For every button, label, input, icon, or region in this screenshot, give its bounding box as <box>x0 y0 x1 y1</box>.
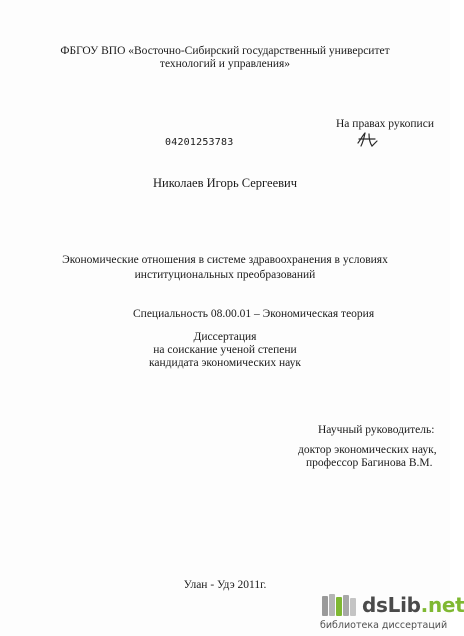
supervisor-label: Научный руководитель: <box>318 424 435 436</box>
institution-line-1: ФБГОУ ВПО «Восточно-Сибирский государственный университет <box>60 45 390 57</box>
degree-line-1: Диссертация <box>193 331 257 343</box>
degree-line-3: кандидата экономических наук <box>149 357 301 369</box>
registration-number: 04201253783 <box>165 137 234 148</box>
specialty: Специальность 08.00.01 – Экономическая теория <box>133 308 375 320</box>
supervisor-degree: доктор экономических наук, <box>298 444 437 456</box>
book-stack-icon <box>318 592 360 620</box>
rights-note: На правах рукописи <box>336 118 434 130</box>
handwritten-signature <box>355 130 379 150</box>
institution-line-2: технологий и управления» <box>159 58 291 70</box>
watermark-brand <box>362 592 464 618</box>
author-name: Николаев Игорь Сергеевич <box>153 176 297 190</box>
degree-line-2: на соискание ученой степени <box>153 344 297 356</box>
dissertation-title-line-2: институциональных преобразований <box>134 269 316 281</box>
watermark-brand-accent: .net <box>420 593 464 617</box>
watermark-subtitle: библиотека диссертаций <box>320 620 448 631</box>
watermark-brand-main: dsLib <box>362 593 421 617</box>
city-year: Улан - Удэ 2011г. <box>183 579 267 591</box>
dissertation-title-line-1: Экономические отношения в системе здравоохранения в условиях <box>62 254 388 266</box>
supervisor-name: профессор Багинова В.М. <box>306 457 433 469</box>
dslib-watermark <box>318 588 464 636</box>
